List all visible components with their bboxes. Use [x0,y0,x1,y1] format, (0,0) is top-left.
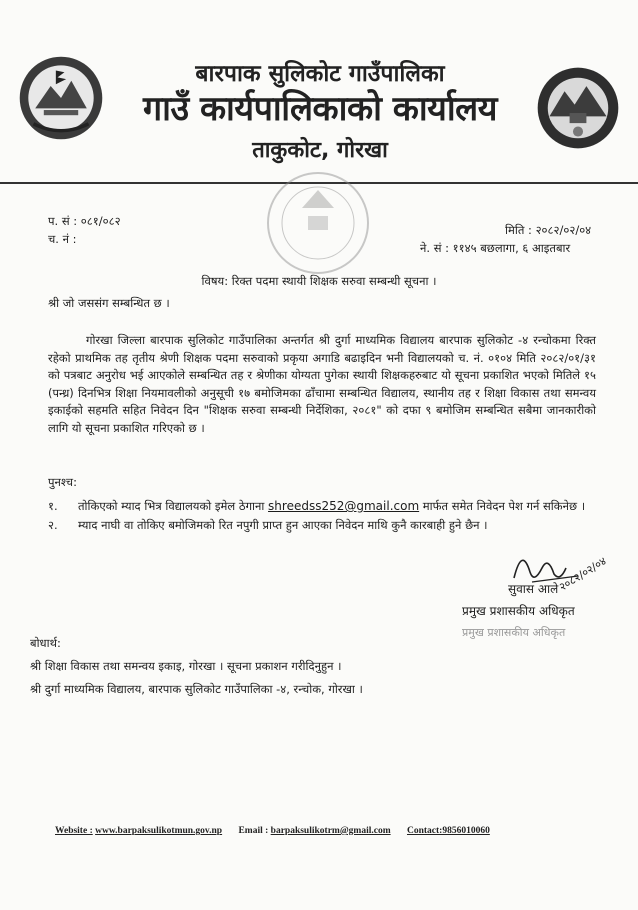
postscript-item-text: तोकिएको म्याद भित्र विद्यालयको इमेल ठेगाना [78,499,265,513]
postscript-item-text: म्याद नाघी वा तोकिए बमोजिमको रित नपुगी प्राप्त हुन आएका निवेदन माथि कुनै कारबाही हुने छैन । [78,518,488,532]
letter-reference-number: प. सं : ०८१/०८२ [48,214,121,228]
notice-body: गोरखा जिल्ला बारपाक सुलिकोट गाउँपालिका अन्तर्गत श्री दुर्गा माध्यमिक विद्यालय बारपाक सुलिकोट -४ रन्चोकमा रिक्त रहेको प्राथमिक तह तृतीय श्रेणी शिक्षक पदमा सरुवाको प्रकृया अगाडि बढाइदिन भनी विद्यालयको च. नं. ०१०४ मिति २०८२/०१/३१ को पत्रबाट अनुरोध भई आएकोले सम्बन्धित तह र श्रेणीका योग्यता पुगेका स्थायी शिक्षकहरुबाट यो सूचना प्रकाशित भएको मितिले १५ (पन्ध्र) दिनभित्र शिक्षा नियमावलीको अनुसूची १७ बमोजिमका ढाँचामा सम्बन्धित विद्यालय, स्थानीय तह र शिक्षा विकास तथा समन्वय इकाईको सहमति सहित निवेदन दिन "शिक्षक सरुवा सम्बन्धी निर्देशिका, २०८१" को दफा ९ बमोजिम सम्बन्धित सबैमा जानकारीको लागि यो सूचना प्रकाशित गरिएको छ । [48,333,596,435]
information-recipient: श्री दुर्गा माध्यमिक विद्यालय, बारपाक सुलिकोट गाउँपालिका -४, रन्चोक, गोरखा । [30,682,363,696]
salutation: श्री जो जससंग सम्बन्धित छ । [48,296,170,310]
signatory-name: सुवास आले [508,582,559,596]
nepal-emblem-icon [18,55,104,141]
postscript-item-text-end: मार्फत समेत निवेदन पेश गर्न सकिनेछ । [422,499,586,513]
office-stamp-icon [258,168,378,278]
dispatch-number: च. नं : [48,232,77,246]
postscript-heading: पुनश्च: [48,475,77,489]
website-link[interactable]: www.barpaksulikotmun.gov.np [95,826,223,836]
municipality-name: बारपाक सुलिकोट गाउँपालिका [195,61,445,87]
office-location: ताकुकोट, गोरखा [252,138,388,163]
signatory-stamp: प्रमुख प्रशासकीय अधिकृत [462,626,566,639]
contact-number: Contact:9856010060 [406,826,490,836]
office-title: गाउँ कार्यपालिकाको कार्यालय [143,89,497,129]
postscript-item-number: १. [48,499,58,513]
signatory-title: प्रमुख प्रशासकीय अधिकृत [462,604,575,618]
signature-date: २०८२/०२/०४ [556,554,609,594]
municipality-logo-icon [536,66,620,150]
postscript-item [48,518,488,533]
footer-email-link[interactable]: barpaksulikotrm@gmail.com [270,826,391,836]
letterhead-footer [55,826,490,836]
website-label: Website : [55,826,93,836]
information-recipient: श्री शिक्षा विकास तथा समन्वय इकाइ, गोरखा । सूचना प्रकाशन गरीदिनुहुन । [30,659,342,673]
nepal-sambat-date: ने. सं : ११४५ बछलागा, ६ आइतबार [420,241,571,255]
postscript-item [48,499,585,514]
postscript-item-number: २. [48,518,58,532]
school-email-link[interactable]: shreedss252@gmail.com [268,499,420,513]
letter-subject: विषय: रिक्त पदमा स्थायी शिक्षक सरुवा सम्बन्धी सूचना । [201,274,437,288]
information-heading: बोधार्थ: [30,636,61,650]
email-label: Email : [238,826,269,836]
letter-date: मिति : २०८२/०२/०४ [505,223,592,237]
